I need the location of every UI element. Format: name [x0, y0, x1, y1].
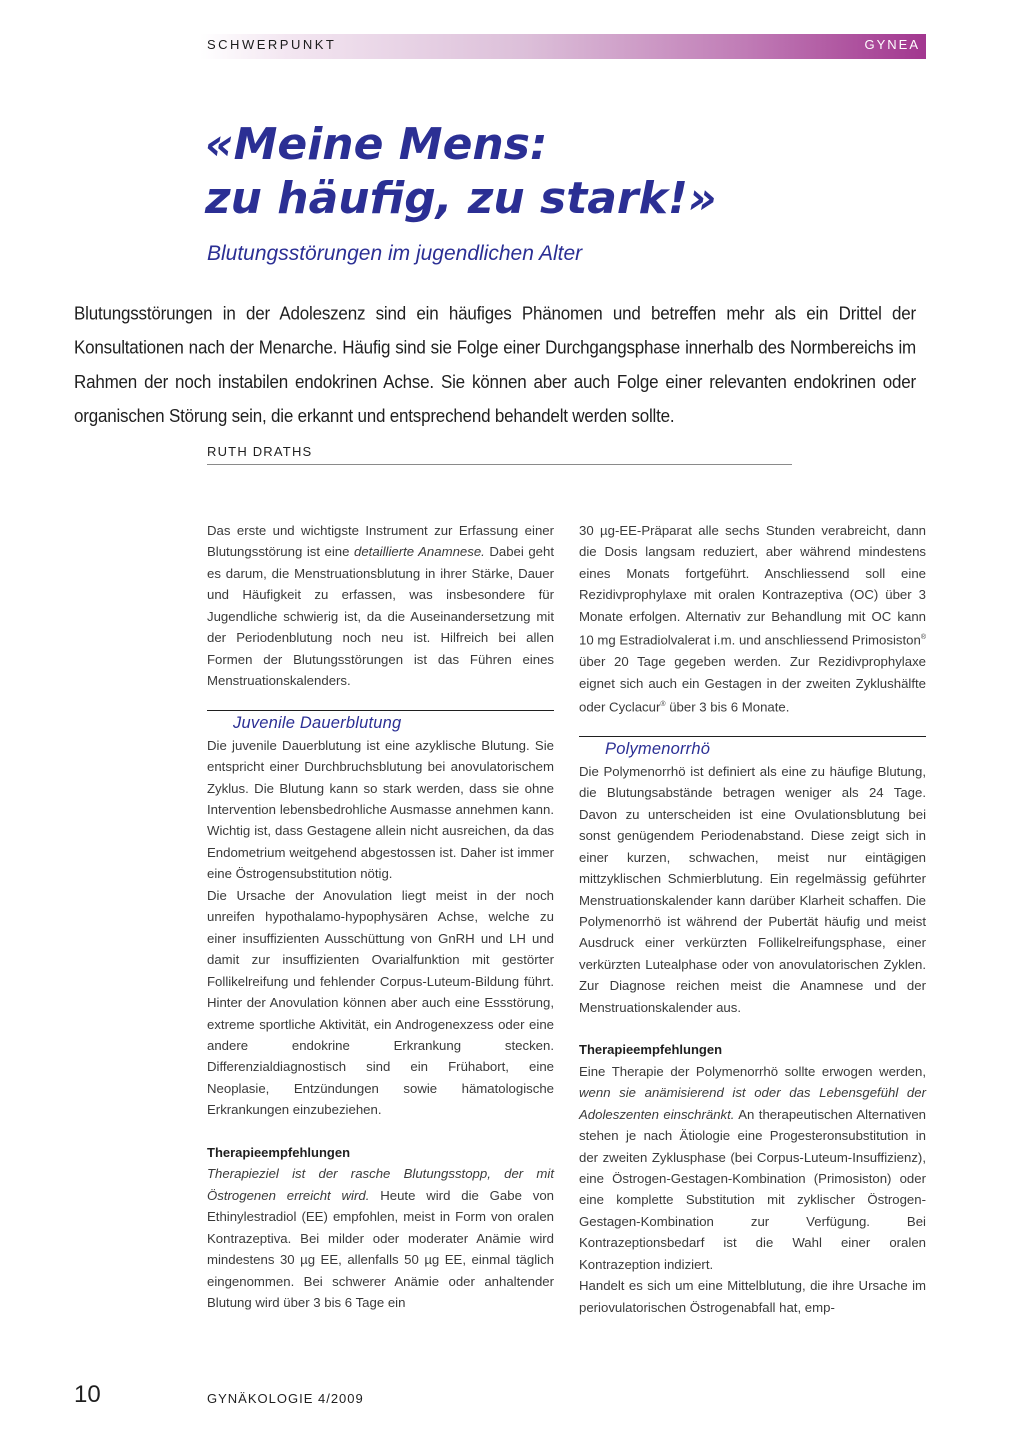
juvenile-paragraph-2: Die Ursache der Anovulation liegt meist in der noch unreifen hypothalamo-hypophysären Achse, welche zu einer insuffizienten Ausschüttung von GnRH und LH und damit zur insuffizienten Ovarialfunktion mit gestörter Follikelreifung und fehlender Corpus-Luteum-Bildung führt. Hinter der Anovulation können aber auch eine Essstörung, extreme sportliche Aktivität, ein Androgenexzess oder eine andere endokrine Erkrankung stecken. Differenzialdiagnostisch sind ein Frühabort, eine Neoplasie, Entzündungen sowie hämatologische Erkrankungen einzubeziehen.: [207, 887, 554, 1118]
therapy-paragraph-right: [579, 1061, 926, 1276]
page-number: 10: [74, 1381, 101, 1408]
continued-paragraph: [579, 520, 926, 718]
therapy-text-left: Heute wird die Gabe von Ethinylestradiol (EE) empfohlen, meist in Form von oralen Kontrazeptiva. Bei milder oder moderater Anämie wird mindestens 30 µg EE, allenfalls 50 µg EE, einmal täglich eingenommen. Bei schwerer Anämie oder anhaltender Blutung wird über 3 bis 6 Tage ein: [207, 1187, 555, 1310]
subheading-therapy-left: Therapieempfehlungen: [207, 1144, 351, 1160]
author-byline: RUTH DRATHS: [207, 444, 792, 465]
therapy-paragraph-left: [207, 1163, 554, 1313]
intro-text: Das erste und wichtigste Instrument zur Erfassung einer Blutungsstörung ist eine: [207, 523, 554, 560]
right-column: [579, 520, 926, 1318]
intro-text-cont: Dabei geht es darum, die Menstruationsblutung in ihrer Stärke, Dauer und Häufigkeit zu erfassen, was insbesondere für Jugendliche schwierig ist, da die Auseinandersetzung mit der Periodenblutung noch neu ist. Hilfreich bei allen Formen der Blutungsstörungen ist das Führen eines Menstruationskalenders.: [207, 544, 555, 689]
therapy-text-right: Eine Therapie der Polymenorrhö sollte erwogen werden,: [579, 1063, 926, 1079]
mittelblutung-paragraph: Handelt es sich um eine Mittelblutung, die ihre Ursache im periovulatorischen Östrogenabfall hat, emp-: [579, 1278, 926, 1315]
continued-text-3: über 3 bis 6 Monate.: [665, 699, 790, 715]
intro-emphasis: detaillierte Anamnese.: [353, 544, 485, 560]
article-subtitle: Blutungsstörungen im jugendlichen Alter: [207, 242, 583, 265]
article-title: [205, 118, 925, 226]
polymenorrhoe-paragraph: Die Polymenorrhö ist definiert als eine zu häufige Blutung, die Blutungsabstände betragen weniger als 24 Tage. Davon zu unterscheiden ist eine Ovulationsblutung bei sonst genügendem Periodenabstand. Diese zeigt sich in einer kurzen, schwachen, meist nur eintägigen mittzyklischen Schmierblutung. Ein regelmässig geführter Menstruationskalender kann darüber Klarheit schaffen. Die Polymenorrhö ist während der Pubertät häufig und meist Ausdruck einer verkürzten Follikelreifungsphase, einer verkürzten Lutealphase oder von anovulatorischen Zyklen. Zur Diagnose reichen meist die Anamnese und der Menstruationskalender aus.: [579, 763, 926, 1015]
section-label: SCHWERPUNKT: [207, 37, 337, 52]
intro-paragraph: [207, 520, 554, 692]
registered-mark: ®: [660, 701, 666, 709]
section-heading-polymenorrhoe: Polymenorrhö: [579, 736, 926, 761]
footer-journal: GYNÄKOLOGIE 4/2009: [207, 1391, 364, 1406]
journal-tag: GYNEA: [864, 37, 920, 52]
continued-text: 30 µg-EE-Präparat alle sechs Stunden verabreicht, dann die Dosis langsam reduziert, aber während mindestens eines Monats fortgeführt. Anschliessend soll eine Rezidivprophylaxe mit oralen Kontrazeptiva (OC) über 3 Monate erfolgen. Alternativ zur Behandlung mit OC kann 10 mg Estradiolvalerat i.m. und anschliessend Primosiston: [579, 523, 926, 648]
therapy-emphasis-right: wenn sie anämisierend ist oder das Lebensgefühl der Adoleszenten einschränkt.: [579, 1085, 926, 1122]
article-title-line-2: zu häufig, zu stark!»: [205, 173, 717, 224]
lead-paragraph: Blutungsstörungen in der Adoleszenz sind ein häufiges Phänomen und betreffen mehr als ein Drittel der Konsultationen nach der Menarche. Häufig sind sie Folge einer Durchgangsphase innerhalb des Normbereichs im Rahmen der noch instabilen endokrinen Achse. Sie können aber auch Folge einer relevanten endokrinen oder organischen Störung sein, die erkannt und entsprechend behandelt werden sollte.: [74, 303, 916, 427]
registered-mark: ®: [920, 634, 926, 642]
continued-text-2: über 20 Tage gegeben werden. Zur Rezidivprophylaxe eignet sich auch ein Gestagen in der zweiten Zyklushälfte oder Cyclacur: [579, 654, 926, 715]
article-title-line-1: «Meine Mens:: [205, 119, 548, 170]
section-heading-juvenile: Juvenile Dauerblutung: [207, 710, 554, 735]
therapy-emphasis-left: Therapieziel ist der rasche Blutungsstopp, der mit Östrogenen erreicht wird.: [207, 1166, 554, 1203]
therapy-text-right-cont: An therapeutischen Alternativen stehen je nach Ätiologie eine Progesteronsubstitution in der zweiten Zyklusphase (bei Corpus-Luteum-Insuffizienz), eine Östrogen-Gestagen-Kombination (Primosiston) oder eine komplette Substitution mit zyklischer Östrogen-Gestagen-Kombination zur Verfügung. Bei Kontrazeptionsbedarf ist die Wahl einer oralen Kontrazeption indiziert.: [579, 1106, 927, 1272]
juvenile-paragraph-1: Die juvenile Dauerblutung ist eine azyklische Blutung. Sie entspricht einer Durchbruchsblutung bei anovulatorischem Zyklus. Die Blutung kann so stark werden, dass sie ohne Intervention lebensbedrohliche Ausmasse annehmen kann. Wichtig ist, dass Gestagene allein nicht ausreichen, da das Endometrium weitgehend abgestossen ist. Daher ist immer eine Östrogensubstitution nötig.: [207, 737, 554, 882]
subheading-therapy-right: Therapieempfehlungen: [579, 1042, 723, 1058]
left-column: [207, 520, 554, 1313]
